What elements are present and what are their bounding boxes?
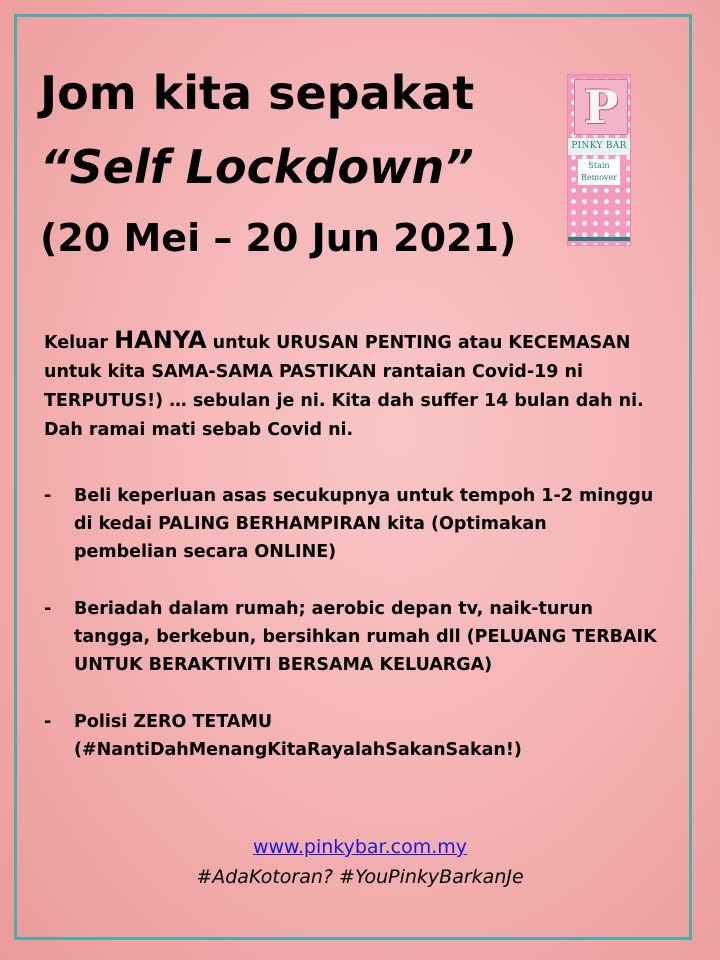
logo-subtitle-line-2: Remover	[580, 173, 618, 182]
logo-letter: P	[574, 79, 628, 135]
bullet-line: Polisi ZERO TETAMU	[74, 712, 273, 732]
bullet-line: UNTUK BERAKTIVITI BERSAMA KELUARGA)	[74, 655, 493, 675]
pinky-bar-logo	[567, 74, 631, 246]
logo-subtitle-line-1: Stain	[588, 161, 610, 170]
title-line-2: “Self Lockdown”	[40, 140, 474, 194]
intro-line-3: TERPUTUS!) … sebulan je ni. Kita dah suffer 14 bulan dah ni.	[44, 391, 644, 411]
bullet-dash: -	[44, 599, 52, 619]
bullet-line: Beriadah dalam rumah; aerobic depan tv, naik-turun	[74, 599, 593, 619]
logo-brand-name: PINKY BAR	[568, 138, 630, 155]
bullet-line: tangga, berkebun, bersihkan rumah dll (PELUANG TERBAIK	[74, 627, 657, 647]
logo-subtitle	[578, 159, 620, 185]
hashtags: #AdaKotoran? #YouPinkyBarkanJe	[196, 866, 524, 888]
logo-footer-band	[568, 237, 630, 241]
title-dates: (20 Mei – 20 Jun 2021)	[40, 216, 517, 260]
bullet-line: di kedai PALING BERHAMPIRAN kita (Optimakan	[74, 514, 547, 534]
bullet-text	[74, 708, 674, 764]
bullet-line: (#NantiDahMenangKitaRayalahSakanSakan!)	[74, 740, 522, 760]
intro-line-1	[44, 328, 666, 358]
intro-line-4: Dah ramai mati sebab Covid ni.	[44, 420, 354, 440]
bullet-text	[74, 595, 674, 679]
website-link[interactable]: www.pinkybar.com.my	[252, 836, 468, 858]
intro-prefix: Keluar	[44, 333, 115, 353]
bullet-dash: -	[44, 486, 52, 506]
bullet-line: pembelian secara ONLINE)	[74, 542, 337, 562]
bullet-text	[74, 482, 674, 566]
intro-paragraph	[44, 328, 666, 445]
intro-line-2: untuk kita SAMA-SAMA PASTIKAN rantaian Covid-19 ni	[44, 362, 583, 382]
intro-emphasis: HANYA	[114, 326, 207, 354]
title-line-1: Jom kita sepakat	[40, 66, 475, 120]
bullet-dash: -	[44, 712, 52, 732]
intro-line-1-rest: untuk URUSAN PENTING atau KECEMASAN	[206, 333, 631, 353]
bullet-line: Beli keperluan asas secukupnya untuk tempoh 1-2 minggu	[74, 486, 654, 506]
